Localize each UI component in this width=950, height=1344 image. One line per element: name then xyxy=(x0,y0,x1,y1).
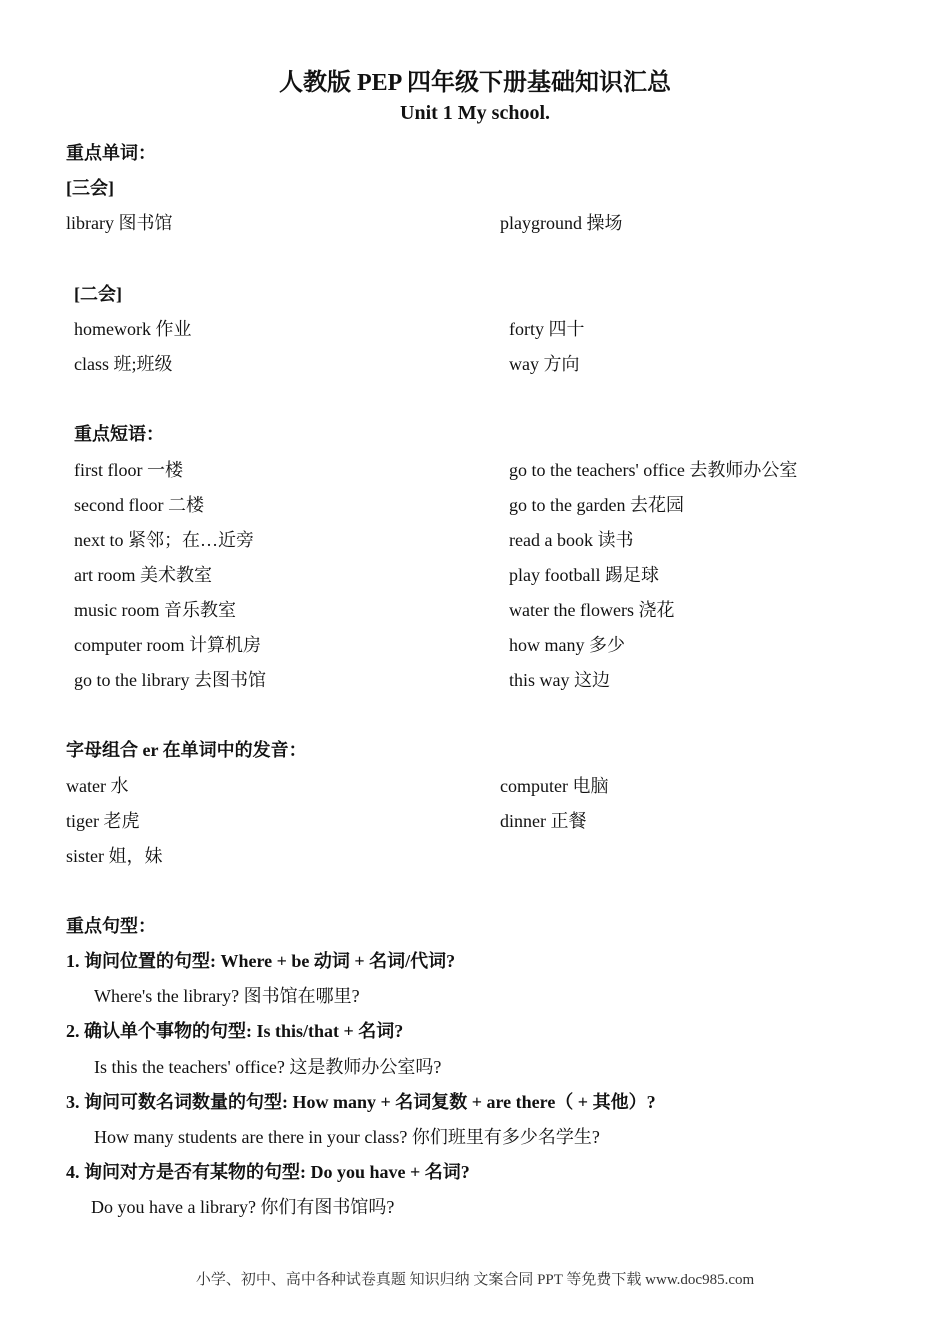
phrase-item: how many 多少 xyxy=(509,635,625,655)
sentence-example: Do you have a library? 你们有图书馆吗? xyxy=(91,1197,395,1217)
page-footer: 小学、初中、高中各种试卷真题 知识归纳 文案合同 PPT 等免费下载 www.doc985.com xyxy=(195,1272,755,1288)
phrase-item: first floor 一楼 xyxy=(74,460,183,480)
sentence-example: Where's the library? 图书馆在哪里? xyxy=(94,986,360,1006)
phrase-item: go to the library 去图书馆 xyxy=(74,670,266,690)
sentence-pattern: 4. 询问对方是否有某物的句型: Do you have + 名词? xyxy=(66,1162,470,1182)
phonics-item: computer 电脑 xyxy=(500,776,609,796)
vocab-heading: 重点单词： xyxy=(66,143,156,163)
phrase-item: computer room 计算机房 xyxy=(74,635,261,655)
page-subtitle: Unit 1 My school. xyxy=(400,102,550,124)
phonics-item: sister 姐，妹 xyxy=(66,846,163,866)
phonics-heading: 字母组合 er 在单词中的发音： xyxy=(66,740,307,760)
vocab-item: homework 作业 xyxy=(74,319,192,339)
sentence-pattern: 2. 确认单个事物的句型: Is this/that + 名词? xyxy=(66,1021,404,1041)
sentence-example: How many students are there in your class? 你们班里有多少名学生? xyxy=(94,1127,600,1147)
level2-heading: [二会] xyxy=(74,284,122,304)
vocab-item: playground 操场 xyxy=(500,213,623,233)
vocab-item: way 方向 xyxy=(509,354,580,374)
phrase-item: music room 音乐教室 xyxy=(74,600,236,620)
page-title: 人教版 PEP 四年级下册基础知识汇总 xyxy=(278,70,671,96)
sentence-pattern: 1. 询问位置的句型: Where + be 动词 + 名词/代词? xyxy=(66,951,456,971)
phonics-item: water 水 xyxy=(66,776,129,796)
phonics-item: tiger 老虎 xyxy=(66,811,140,831)
phrase-item: go to the teachers' office 去教师办公室 xyxy=(509,460,798,480)
sentence-example: Is this the teachers' office? 这是教师办公室吗? xyxy=(94,1057,442,1077)
phrase-item: go to the garden 去花园 xyxy=(509,495,684,515)
phrase-item: water the flowers 浇花 xyxy=(509,600,675,620)
phrase-item: next to 紧邻；在…近旁 xyxy=(74,530,254,550)
phrases-heading: 重点短语： xyxy=(74,424,164,444)
level3-heading: [三会] xyxy=(66,178,114,198)
vocab-item: class 班;班级 xyxy=(74,354,173,374)
phrase-item: read a book 读书 xyxy=(509,530,634,550)
vocab-item: forty 四十 xyxy=(509,319,585,339)
sentences-heading: 重点句型： xyxy=(66,916,156,936)
phrase-item: art room 美术教室 xyxy=(74,565,212,585)
phonics-item: dinner 正餐 xyxy=(500,811,587,831)
vocab-item: library 图书馆 xyxy=(66,213,173,233)
sentence-pattern: 3. 询问可数名词数量的句型: How many + 名词复数 + are there（ + 其他）? xyxy=(66,1092,656,1112)
phrase-item: second floor 二楼 xyxy=(74,495,204,515)
phrase-item: this way 这边 xyxy=(509,670,610,690)
phrase-item: play football 踢足球 xyxy=(509,565,659,585)
